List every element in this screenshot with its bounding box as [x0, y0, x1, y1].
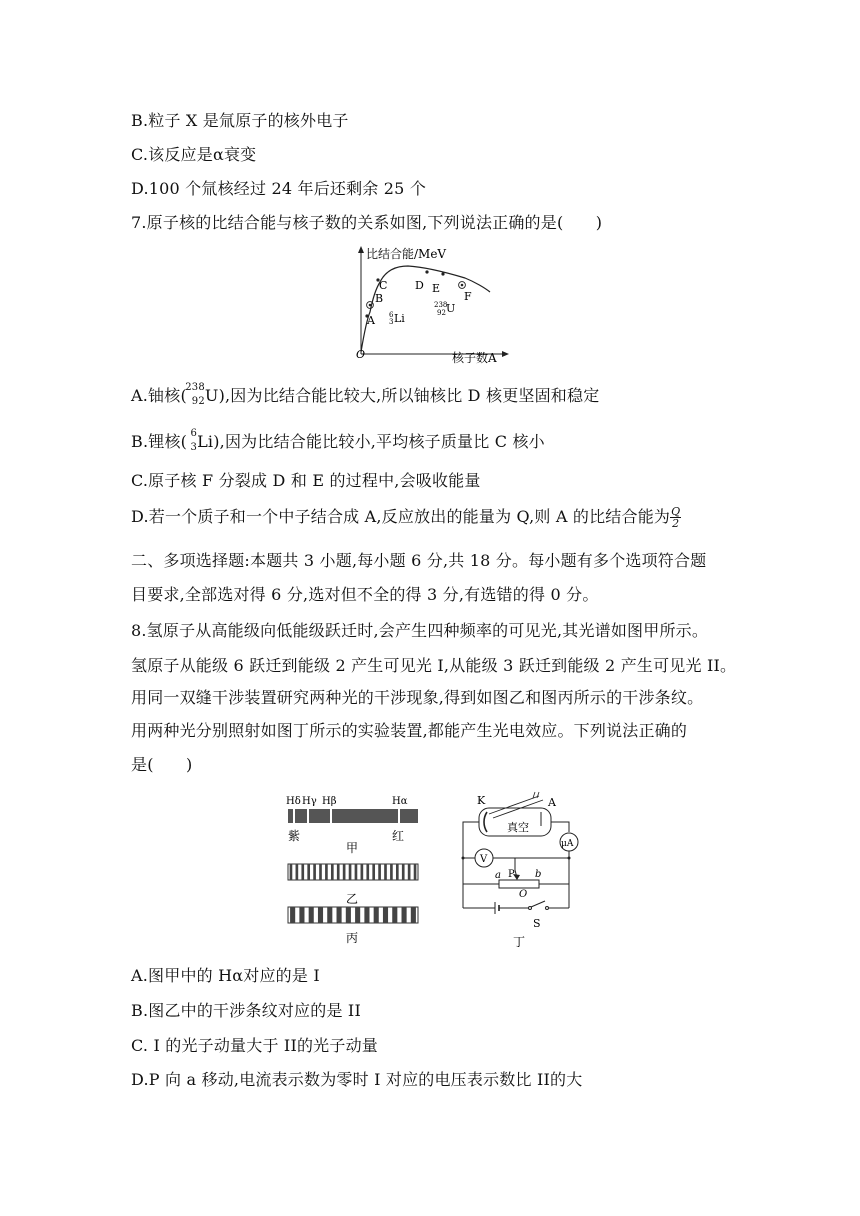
- rheostat: [499, 880, 539, 888]
- s-label: S: [533, 917, 541, 930]
- q6-option-d: D.100 个氚核经过 24 年后还剩余 25 个: [131, 179, 427, 198]
- q7-option-c: C.原子核 F 分裂成 D 和 E 的过程中,会吸收能量: [131, 471, 481, 490]
- spectrum-fringes-figure: [280, 790, 430, 950]
- fringe-stripe: [318, 907, 323, 923]
- fringe-stripe: [301, 864, 304, 880]
- fringe-stripe: [313, 864, 316, 880]
- fringes-bing: [288, 907, 418, 923]
- photoelectric-circuit: [455, 790, 585, 955]
- a-electrode-label: A: [548, 796, 556, 809]
- li-number: 3: [389, 318, 394, 326]
- fringe-stripe: [299, 907, 304, 923]
- section2-line2: 目要求,全部选对得 6 分,选对但不全的得 3 分,有选错的得 0 分。: [131, 585, 599, 604]
- fringe-stripe: [402, 864, 405, 880]
- fringe-stripe: [331, 864, 334, 880]
- fringe-stripe: [290, 864, 293, 880]
- cathode: [484, 812, 487, 832]
- point-f: [461, 284, 464, 287]
- yi-label: 乙: [346, 892, 359, 906]
- q7-d-text: D.若一个质子和一个中子结合成 A,反应放出的能量为 Q,则 A 的比结合能为: [131, 507, 671, 526]
- point-e: [441, 272, 444, 275]
- microamp-label: μA: [561, 839, 574, 849]
- u-iso-mass: 238: [185, 382, 205, 393]
- fringe-stripe: [374, 907, 379, 923]
- q7-stem: 7.原子核的比结合能与核子数的关系如图,下列说法正确的是( ): [131, 213, 603, 232]
- u-iso-number: 92: [191, 396, 205, 407]
- li-isotope: [187, 428, 198, 453]
- fringe-stripe: [366, 864, 369, 880]
- k-label: K: [477, 794, 486, 807]
- q7-option-b: [131, 428, 545, 453]
- fringe-stripe: [349, 864, 352, 880]
- fringe-stripe: [408, 864, 411, 880]
- label-f: F: [464, 290, 472, 303]
- fraction-denominator: 2: [672, 517, 680, 530]
- q8-line4: 用两种光分别照射如图丁所示的实验装置,都能产生光电效应。下列说法正确的: [131, 721, 688, 740]
- q-over-2-fraction: [670, 506, 681, 529]
- u-isotope: [185, 382, 205, 407]
- line-h-beta: [330, 809, 332, 823]
- origin-label: O: [356, 348, 366, 361]
- q8-option-d: D.P 向 a 移动,电流表示数为零时 I 对应的电压表示数比 II的大: [131, 1070, 583, 1089]
- fringe-stripe: [372, 864, 375, 880]
- q7-b-suffix: Li),因为比结合能比较小,平均核子质量比 C 核小: [197, 432, 545, 451]
- fringe-stripe: [337, 907, 342, 923]
- fringe-stripe: [355, 864, 358, 880]
- fringe-stripe: [396, 864, 399, 880]
- vacuum-label: 真空: [507, 821, 529, 834]
- h-delta-label: Hδ: [286, 796, 301, 807]
- q6-option-c: C.该反应是α衰变: [131, 145, 257, 164]
- q8-option-b: B.图乙中的干涉条纹对应的是 II: [131, 1001, 361, 1020]
- fringe-stripe: [355, 907, 360, 923]
- q7-a-prefix: A.铀核(: [131, 386, 187, 405]
- line-h-gamma: [307, 809, 309, 823]
- q8-line5: 是( ): [131, 755, 193, 774]
- fringe-stripe: [390, 864, 393, 880]
- q8-option-c: C. I 的光子动量大于 II的光子动量: [131, 1036, 378, 1055]
- q7-b-prefix: B.锂核(: [131, 432, 188, 451]
- ding-label: 丁: [513, 935, 526, 949]
- li-iso-number: 3: [190, 442, 198, 453]
- fringe-stripe: [411, 907, 416, 923]
- x-axis-label: 核子数A: [452, 351, 497, 364]
- fringe-stripe: [296, 864, 299, 880]
- fringe-stripe: [307, 864, 310, 880]
- bing-label: 丙: [346, 931, 359, 945]
- li-mass: 6: [389, 311, 394, 319]
- fringe-stripe: [414, 864, 417, 880]
- u-mass: 238: [434, 301, 448, 309]
- li-iso-mass: 6: [190, 428, 198, 439]
- h-gamma-label: Hγ: [302, 796, 317, 807]
- fringe-stripe: [383, 907, 388, 923]
- u-number: 92: [437, 309, 446, 317]
- fringe-stripe: [325, 864, 328, 880]
- fringe-stripe: [343, 864, 346, 880]
- fringe-stripe: [337, 864, 340, 880]
- red-label: 红: [392, 829, 405, 843]
- label-e: E: [432, 282, 441, 295]
- q6-option-b: B.粒子 X 是氚原子的核外电子: [131, 111, 349, 130]
- line-h-delta: [293, 809, 295, 823]
- y-axis-label: 比结合能/MeV: [366, 247, 447, 261]
- u-label: U: [446, 302, 456, 315]
- fringe-stripe: [309, 907, 314, 923]
- jia-label: 甲: [346, 841, 359, 855]
- binding-energy-graph: [350, 244, 510, 364]
- label-c: C: [379, 279, 388, 292]
- q7-option-d: [131, 506, 681, 529]
- fringes-yi: [288, 864, 418, 880]
- point-b: [369, 304, 372, 307]
- fringe-stripe: [346, 907, 351, 923]
- b-end-label: b: [535, 869, 542, 880]
- fraction-numerator: Q: [671, 505, 681, 518]
- q8-line1: 8.氢原子从高能级向低能级跃迁时,会产生四种频率的可见光,其光谱如图甲所示。: [131, 621, 709, 640]
- p-label: P: [508, 869, 515, 880]
- fringe-stripe: [319, 864, 322, 880]
- h-beta-label: Hβ: [322, 796, 337, 807]
- q8-line3: 用同一双缝干涉装置研究两种光的干涉现象,得到如图乙和图丙所示的干涉条纹。: [131, 688, 704, 707]
- q7-a-suffix: U),因为比结合能比较大,所以铀核比 D 核更坚固和稳定: [204, 386, 600, 405]
- fringe-stripe: [384, 864, 387, 880]
- h-alpha-label: Hα: [392, 796, 408, 807]
- label-a: A: [367, 314, 375, 327]
- label-d: D: [415, 279, 424, 292]
- section2-line1: 二、多项选择题:本题共 3 小题,每小题 6 分,共 18 分。每小题有多个选项符合题: [131, 551, 707, 570]
- fringe-stripe: [364, 907, 369, 923]
- fringe-stripe: [290, 907, 295, 923]
- o-label: O: [519, 889, 528, 900]
- line-h-alpha: [398, 809, 400, 823]
- q8-option-a: A.图甲中的 Hα对应的是 I: [131, 966, 320, 985]
- volt-label: V: [480, 854, 488, 865]
- fringe-stripe: [327, 907, 332, 923]
- fringe-stripe: [392, 907, 397, 923]
- q7-option-a: [131, 382, 600, 407]
- fringe-frame: [288, 907, 418, 923]
- label-b: B: [375, 292, 384, 305]
- point-d: [425, 270, 428, 273]
- fringe-stripe: [402, 907, 407, 923]
- purple-label: 紫: [288, 829, 301, 843]
- li-label: Li: [394, 312, 405, 325]
- q8-line2: 氢原子从能级 6 跃迁到能级 2 产生可见光 I,从能级 3 跃迁到能级 2 产生可见光 II。: [131, 656, 737, 675]
- fringe-stripe: [361, 864, 364, 880]
- switch: [531, 901, 545, 907]
- fringe-stripe: [378, 864, 381, 880]
- a-end-label: a: [495, 870, 501, 881]
